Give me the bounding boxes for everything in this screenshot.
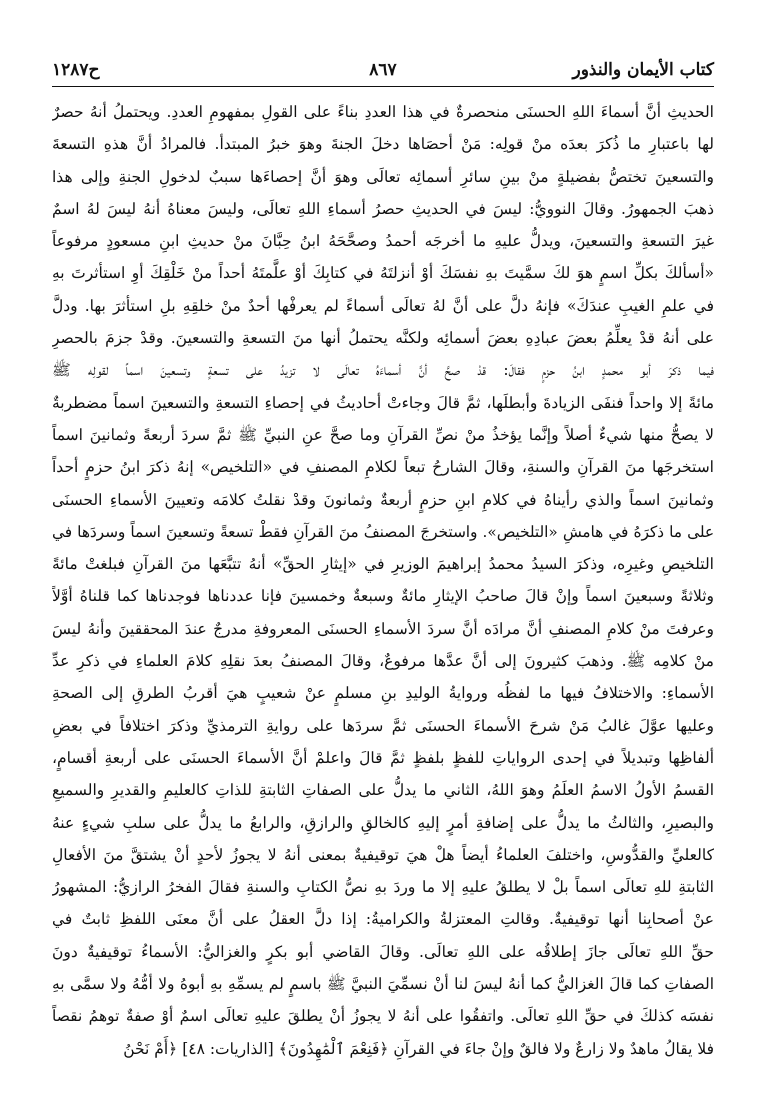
text-line: ذهبَ الجمهورُ. وقالَ النوويُّ: ليسَ في الحديثِ حصرُ أسماءِ اللهِ تعالَى، وليسَ معناهُ أنهُ ليسَ لهُ اسمٌ [52,199,714,218]
text-line: كالعليِّ والقدُّوسِ، واختلفَ العلماءُ أيضاً هلْ هيَ توقيفيةٌ بمعنى أنهُ لا يجوزُ لأحدٍ أنْ يشتقَّ منَ الأفعالِ [52,845,714,864]
text-line: وثمانينَ اسماً والذي رأيناهُ في كلامِ ابنِ حزمٍ أربعةٌ وثمانونَ وقدْ نقلتُ كلامَه وتعيينَ الأسماءِ الحسنَى [52,490,714,509]
text-line: مائةً إلا واحداً فنفَى الزيادةَ وأبطلَها، ثمَّ قالَ وجاءتْ أحاديثُ في إحصاءِ التسعةِ والتسعينَ اسماً مضطربةٌ [52,393,714,412]
text-line: فيما ذكرَ أبو محمدٍ ابنُ حزمٍ فقالَ: قدْ صحَّ أنَّ أسماءَهُ تعالَى لا تزيدُ على تسعةٍ وتسعينَ اسماً لقولِه ﷺ [52,361,714,380]
text-line: التلخيصِ وغيرِه، وذكرَ السيدُ محمدُ إبراهيمَ الوزيرِ في «إيثارِ الحقِّ» أنهُ تتبَّعَها منَ القرآنِ فبلغتْ مائةً [52,555,714,574]
text-line: ألفاظِها وتبديلاً في إحدى الرواياتِ للفظٍ بلفظٍ ثمَّ قالَ واعلمْ أنَّ الأسماءَ الحسنَى على أربعةِ أقسامٍ، [52,748,714,767]
text-line: منْ كلامِه ﷺ. وذهبَ كثيرونَ إلى أنَّ عدَّها مرفوعٌ، وقالَ المصنفُ بعدَ نقلِهِ كلامَ العلماءِ في ذكرِ عدِّ [52,652,714,671]
text-line: استخرجَها منَ القرآنِ والسنةِ، وقالَ الشارحُ تبعاً لكلامِ المصنفِ في «التلخيص» إنهُ ذكرَ ابنُ حزمٍ أحداً [52,458,714,477]
text-line: والتسعينَ تختصُّ بفضيلةٍ منْ بينِ سائرِ أسمائِه تعالَى وهوَ أنَّ إحصاءَها سببٌ لدخولِ الجنةِ وإلى هذا [52,167,714,186]
text-line: الثابتةِ للهِ تعالَى اسماً بلْ لا يطلقُ عليهِ إلا ما وردَ بهِ نصُّ الكتابِ والسنةِ فقالَ الفخرُ الرازيُّ: المشهورُ [52,878,714,897]
text-line: عنْ أصحابِنا أنها توقيفيةٌ. وقالتِ المعتزلةُ والكراميةُ: إذا دلَّ العقلُ على أنَّ معنَى اللفظِ ثابتٌ في [52,910,714,929]
text-line: في علمِ الغيبِ عندَكَ» فإنهُ دلَّ على أنَّ لهُ تعالَى أسماءً لم يعرفْها أحدٌ منْ خلقِهِ بلِ استأثرَ بها. ودلَّ [52,296,714,315]
text-line: غيرَ التسعةِ والتسعينَ، ويدلُّ عليهِ ما أخرجَه أحمدُ وصحَّحَهُ ابنُ حِبَّانَ منْ حديثِ ابنِ مسعودٍ مرفوعاً [52,232,714,251]
text-line: على ما ذكرَهُ في هامشِ «التلخيص». واستخرجَ المصنفُ منَ القرآنِ فقطْ تسعةً وتسعينَ اسماً وسردَها في [52,522,714,541]
text-line: والبصيرِ، والثالثُ ما يدلُّ على إضافةِ أمرٍ إليهِ كالخالقِ والرازقِ، والرابعُ ما يدلُّ على سلبِ شيءٍ عنهُ [52,813,714,832]
page-number: ٨٦٧ [369,60,397,80]
body-text [52,96,714,1065]
text-line: وعليها عوَّلَ غالبُ مَنْ شرحَ الأسماءَ الحسنَى ثمَّ سردَها على روايةِ الترمذيِّ وذكرَ اختلافاً في بعضِ [52,716,714,735]
book-title: كتاب الأيمان والنذور [572,60,714,80]
hadith-number: ح١٢٨٧ [52,60,100,80]
text-line: القسمُ الأولُ الاسمُ العلَمُ وهوَ اللهُ، الثاني ما يدلُّ على الصفاتِ الثابتةِ للذاتِ كالعليمِ والقديرِ والسميعِ [52,781,714,800]
text-line: فلا يقالُ ماهدٌ ولا زارعٌ ولا فالقٌ وإنْ جاءَ في القرآنِ ﴿فَنِعْمَ ٱلْمَٰهِدُونَ﴾ [الذاريات: ٤٨] ﴿أَمْ نَحْنُ [123,1039,714,1058]
page-header [52,58,714,87]
text-line: «أسألكَ بكلِّ اسمٍ هوَ لكَ سمَّيتَ بهِ نفسَكَ أوْ أنزلتَهُ في كتابِكَ أوْ علَّمتَهُ أحداً منْ خَلْقِكَ أوِ استأثرتَ بهِ [52,264,714,283]
text-line: الحديثِ أنَّ أسماءَ اللهِ الحسنَى منحصرةٌ في هذا العددِ بناءً على القولِ بمفهومِ العددِ. ويحتملُ أنهُ حصرٌ [52,103,714,121]
text-line: نفسَه كذلكَ في حقِّ اللهِ تعالَى. واتفقُوا على أنهُ لا يجوزُ أنْ يطلقَ عليهِ تعالَى اسمٌ أوْ صفةٌ توهمُ نقصاً [52,1007,714,1026]
text-line: الأسماءِ: والاختلافُ فيها ما لفظُه وروايةُ الوليدِ بنِ مسلمٍ عنْ شعيبٍ هيَ أقربُ الطرقِ إلى الصحةِ [52,684,714,703]
text-line: حقِّ اللهِ تعالَى جازَ إطلاقُه على اللهِ تعالَى. وقالَ القاضي أبو بكرٍ والغزاليُّ: الأسماءُ توقيفيةٌ دونَ [52,942,714,961]
text-line: وعرفتَ منْ كلامِ المصنفِ أنَّ مرادَه أنَّ سردَ الأسماءِ الحسنَى المعروفةِ مدرجٌ عندَ المحققينَ وأنهُ ليسَ [52,619,714,638]
text-line: الصفاتِ كما قالَ الغزاليُّ كما أنهُ ليسَ لنا أنْ نسمِّيَ النبيَّ ﷺ باسمٍ لم يسمِّهِ بهِ أبوهُ ولا أمُّهُ ولا سمَّى بهِ [52,975,714,994]
text-line: لا يصحُّ منها شيءٌ أصلاً وإنَّما يؤخذُ منْ نصِّ القرآنِ وما صحَّ عنِ النبيِّ ﷺ ثمَّ سردَ أربعةً وثمانينَ اسماً [52,425,714,444]
text-line: على أنهُ قدْ يعلِّمُ بعضَ عبادِهِ بعضَ أسمائِه ولكنَّه يحتملُ أنها منَ التسعةِ والتسعينَ. وقدْ جزمَ بالحصرِ [52,329,714,348]
text-line: لها باعتبارِ ما ذُكرَ بعدَه منْ قولِه: مَنْ أحصَاها دخلَ الجنةَ وهوَ خبرُ المبتدأ. فالمرادُ أنَّ هذهِ التسعةَ [52,135,714,154]
text-line: وثلاثةً وسبعينَ اسماً وإنْ قالَ صاحبُ الإيثارِ مائةٌ وسبعةٌ وخمسينَ فإنا عددناها فوجدناها كما قلناهُ أوَّلاً [52,587,714,606]
